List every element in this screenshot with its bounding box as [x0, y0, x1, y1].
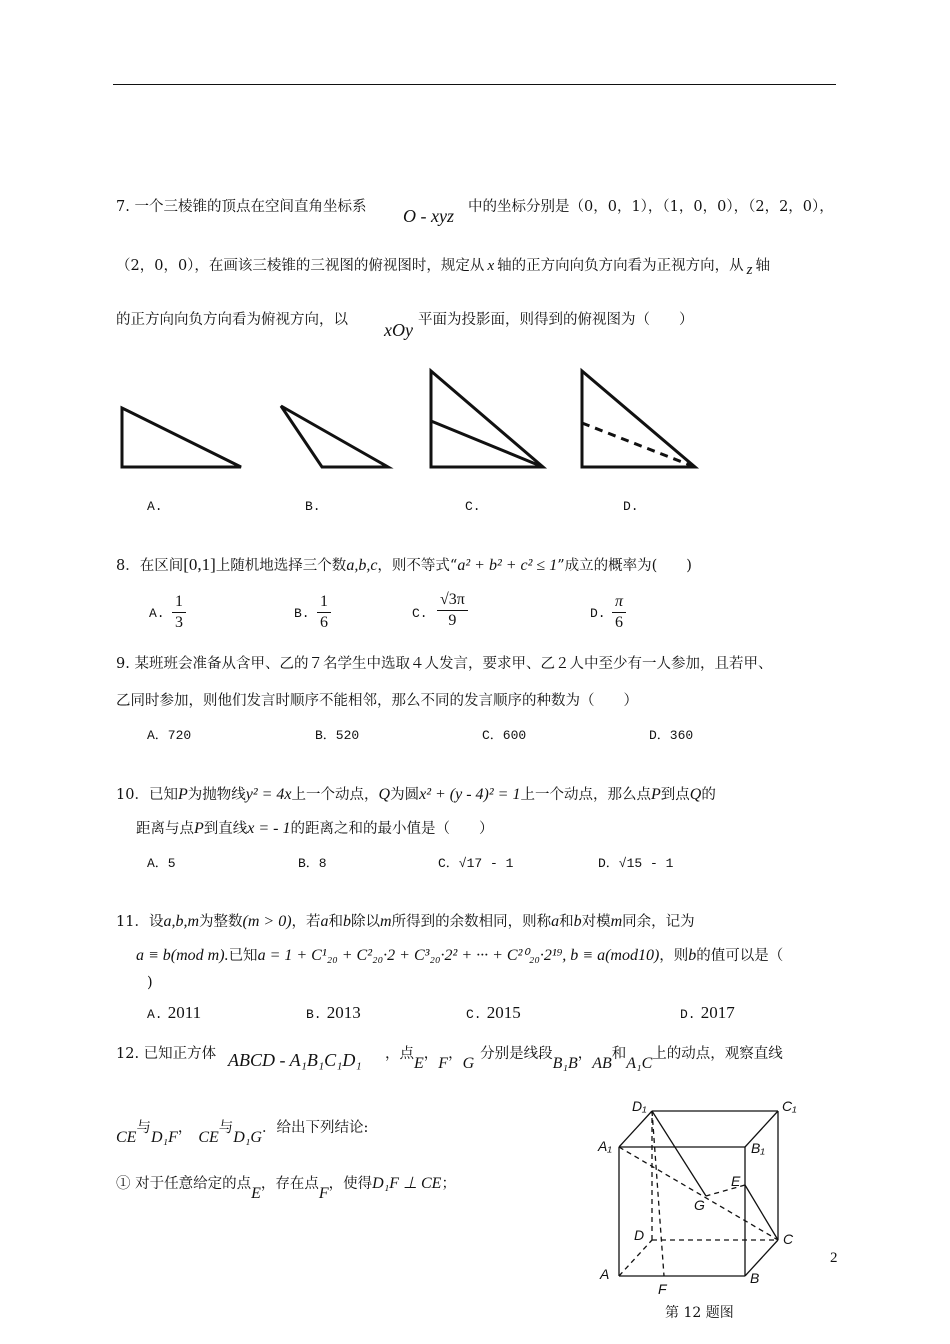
- q12-e: E: [414, 1055, 424, 1072]
- q7-line2a: （2，0，0），在画该三棱锥的三视图的俯视图时，规定从: [116, 258, 485, 274]
- q11-line1f: 所得到的余数相同，则称: [391, 914, 552, 930]
- q8-inequality: a² + b² + c² ≤ 1: [457, 557, 558, 574]
- hidden-edge-a-d: [619, 1240, 652, 1276]
- edge-a1-d1: [619, 1111, 652, 1147]
- q12-line2b: 与: [136, 1120, 151, 1136]
- q12-cube: ABCD - A₁B₁C₁D₁: [228, 1050, 362, 1070]
- label-c: C: [783, 1231, 794, 1247]
- q9-option-c: C．600: [482, 728, 527, 743]
- q10-line1a: 10．已知: [116, 787, 178, 803]
- q7-option-a: A.: [147, 499, 163, 514]
- q9-line2: 乙同时参加，则他们发言时顺序不能相邻，那么不同的发言顺序的种数为（ ）: [116, 693, 638, 709]
- q10-point-q-2: Q: [689, 786, 702, 803]
- q8-option-a-label: A.: [149, 606, 165, 621]
- q10-line2c: 的距离之和的最小值是（ ）: [290, 821, 494, 837]
- q10-line1c: 上一个动点，: [291, 787, 379, 803]
- segment-d1-g: [652, 1111, 706, 1196]
- q12-item1-f: F: [318, 1185, 329, 1202]
- q7-option-c: C.: [465, 499, 481, 514]
- q10-option-d: D．√15 - 1: [598, 856, 674, 871]
- q11-option-c-value: 2015: [486, 1003, 521, 1022]
- label-e: E: [731, 1173, 741, 1189]
- label-a1: A₁: [598, 1138, 612, 1154]
- q12-seg2: AB: [592, 1055, 612, 1072]
- q10-parabola: y² = 4x: [245, 786, 292, 803]
- q12-line1d: 和: [611, 1046, 627, 1062]
- q8-option-b-label: B.: [294, 606, 310, 621]
- q10-line2b: 到直线: [203, 821, 248, 837]
- q12-d1g: D₁G: [233, 1129, 262, 1146]
- label-g: G: [694, 1197, 705, 1213]
- segment-d1-f: [652, 1111, 664, 1276]
- q11-option-d-label: D.: [680, 1007, 696, 1022]
- q10-option-a: A．5: [147, 856, 176, 871]
- q7-plane: xOy: [384, 320, 413, 340]
- q12-line1c: 分别是线段: [480, 1046, 553, 1062]
- segment-e-c: [745, 1185, 778, 1240]
- q8-b-denominator: 6: [320, 614, 328, 631]
- q11-option-a-value: 2011: [167, 1003, 202, 1022]
- label-d: D: [634, 1227, 645, 1243]
- q12-line2d: ，: [177, 1120, 193, 1136]
- q11-m: m: [380, 913, 392, 930]
- q7-option-b: B.: [305, 499, 321, 514]
- q11-line1d: 和: [328, 914, 344, 930]
- q8-option-c-label: C.: [412, 606, 428, 621]
- q11-b-2: b: [573, 913, 582, 930]
- q10-line1e: 上一个动点，那么点: [520, 787, 651, 803]
- q10-point-q: Q: [378, 786, 391, 803]
- q11-a: a: [320, 913, 329, 930]
- q12-item1-perp: D₁F ⊥ CE: [372, 1175, 442, 1192]
- q12-f: F: [438, 1055, 449, 1072]
- q7-option-d: D.: [623, 499, 639, 514]
- q12-line2f: 与: [218, 1120, 234, 1136]
- q9-option-d: D．360: [649, 728, 694, 743]
- q8-text-d: ”成立的概率为( ): [557, 558, 692, 574]
- q11-option-b-value: 2013: [326, 1003, 361, 1022]
- label-c1: C₁: [782, 1098, 797, 1114]
- q10-line1d: 为圆: [390, 787, 420, 803]
- q12-figure-caption: 第 12 题图: [665, 1305, 734, 1321]
- q11-expression: a = 1 + C¹₂₀ + C²₂₀·2 + C³₂₀·2² + ··· + C²⁰₂₀·2¹⁹, b ≡ a(mod10): [257, 947, 660, 964]
- q9-option-a: A．720: [147, 728, 192, 743]
- q12-line1e: 上的动点，观察直线: [652, 1046, 783, 1062]
- q9-option-b: B．520: [315, 728, 360, 743]
- q12-item1a: ① 对于任意给定的点: [116, 1176, 252, 1192]
- q10-circle: x² + (y - 4)² = 1: [419, 786, 521, 803]
- label-d1: D₁: [632, 1098, 647, 1114]
- q11-line2c: 的值可以是（: [696, 948, 784, 964]
- q10-line1f: 到点: [660, 787, 690, 803]
- q10-line2a: 距离与点: [136, 821, 194, 837]
- q11-congruence: a ≡ b(mod m).: [136, 947, 229, 964]
- q12-item1e: ；: [441, 1176, 456, 1192]
- q7-line2c: 轴: [755, 258, 770, 274]
- q11-line2b: ，则: [659, 948, 689, 964]
- q8-text-c: ，则不等式“: [377, 558, 458, 574]
- q8-a-denominator: 3: [175, 614, 183, 631]
- q11-option-c-label: C.: [466, 1007, 482, 1022]
- q11-option-d-value: 2017: [700, 1003, 735, 1022]
- q11-line1e: 除以: [351, 914, 381, 930]
- q10-line1g: 的: [701, 787, 716, 803]
- q11-line3: ): [147, 975, 153, 991]
- q12-g: G: [462, 1055, 475, 1072]
- q11-a-2: a: [551, 913, 560, 930]
- q11-condition: (m > 0): [242, 913, 292, 930]
- q7-line3b: 平面为投影面，则得到的俯视图为（ ）: [418, 312, 694, 328]
- q12-seg1: B₁B: [552, 1055, 578, 1072]
- q10-line1b: 为抛物线: [187, 787, 246, 803]
- q8-text-b: 上随机地选择三个数: [215, 558, 347, 574]
- q11-b: b: [343, 913, 352, 930]
- q12-line1a: 12. 已知正方体: [116, 1046, 217, 1062]
- q8-vars: a,b,c: [346, 557, 378, 574]
- q10-point-p: P: [177, 786, 188, 803]
- q8-option-d-label: D.: [590, 606, 606, 621]
- q10-option-c: C．√17 - 1: [438, 856, 514, 871]
- q12-seg3: A₁C: [626, 1055, 653, 1072]
- q12-item1c: ，使得: [328, 1176, 373, 1192]
- label-f: F: [658, 1281, 667, 1297]
- q7-line3a: 的正方向向负方向看为俯视方向，以: [116, 312, 348, 328]
- q11-vars: a,b,m: [163, 913, 200, 930]
- q10-line-eq: x = - 1: [247, 820, 291, 837]
- q11-m-2: m: [610, 913, 623, 930]
- q9-line1: 9. 某班班会准备从含甲、乙的７名学生中选取４人发言，要求甲、乙２人中至少有一人参加，且若甲、: [116, 656, 773, 672]
- q8-c-denominator: 9: [448, 612, 457, 629]
- q8-c-numerator: √3π: [437, 590, 468, 611]
- q11-line1c: ，若: [291, 914, 321, 930]
- q12-line2h: ．给出下列结论:: [261, 1120, 369, 1136]
- q11-line2a: 已知: [228, 948, 258, 964]
- q12-ce-2: CE: [198, 1129, 219, 1146]
- label-a: A: [600, 1266, 610, 1282]
- q12-line1b: ，点: [385, 1046, 414, 1062]
- q10-option-b: B．8: [298, 856, 327, 871]
- q11-b-3: b: [688, 947, 697, 964]
- q11-line1d-2: 和: [559, 914, 574, 930]
- q12-line1-rest: ，点E，F，G分别是线段B₁B，AB和A₁C上的动点，观察直线: [385, 1046, 783, 1072]
- q8-d-numerator: π: [612, 592, 626, 613]
- q7-axis-z: z: [746, 262, 753, 278]
- q7-text: 7. 一个三棱锥的顶点在空间直角坐标系: [116, 199, 367, 215]
- q12-d1f: D₁F: [150, 1129, 178, 1146]
- q12-item1-e: E: [251, 1185, 261, 1202]
- q11-line1b: 为整数: [199, 914, 243, 930]
- q7-coord-system: O - xyz: [403, 206, 454, 226]
- q12-item1b: ，存在点: [260, 1176, 319, 1192]
- q11-line1h: 同余，记为: [622, 914, 695, 930]
- q11-option-b-label: B.: [306, 1007, 322, 1022]
- q10-point-p-3: P: [194, 820, 204, 837]
- q8-d-denominator: 6: [615, 614, 623, 631]
- q11-line1a: 11．设: [116, 914, 164, 930]
- q7-line1b: 中的坐标分别是（0，0，1），（1，0，0），（2，2，0），: [468, 199, 834, 215]
- q12-ce: CE: [116, 1129, 137, 1146]
- q8-b-numerator: 1: [317, 592, 331, 613]
- q8-a-numerator: 1: [172, 592, 186, 613]
- label-b: B: [750, 1270, 760, 1286]
- label-b1: B₁: [751, 1140, 765, 1156]
- q7-line2b: 轴的正方向向负方向看为正视方向，从: [497, 258, 744, 274]
- q11-option-a-label: A.: [147, 1007, 163, 1022]
- page-number: 2: [830, 1250, 838, 1266]
- q8-text-a: 8．在区间: [116, 558, 184, 574]
- q10-point-p-2: P: [650, 786, 661, 803]
- q8-interval: [0,1]: [183, 555, 216, 574]
- q7-axis-x: x: [487, 258, 495, 274]
- q11-line1g: 对模: [581, 914, 611, 930]
